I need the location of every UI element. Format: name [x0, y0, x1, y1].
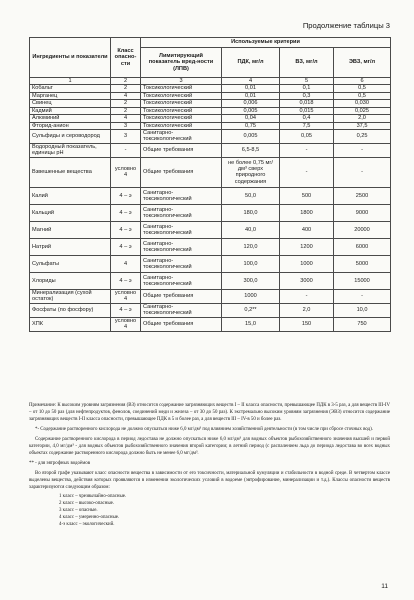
table-row — [30, 85, 391, 92]
table-cell: не более 0,75 мг/дм³ сверх природного содержания — [222, 157, 280, 187]
table-cell: Санитарно-токсикологический — [141, 303, 222, 317]
table-cell: 2,0 — [280, 303, 334, 317]
table-cell: 1200 — [280, 238, 334, 255]
table-cell: 0,5 — [334, 85, 391, 92]
table-row — [30, 238, 391, 255]
table-cell: 3 — [111, 122, 141, 129]
table-cell: 100,0 — [222, 255, 280, 272]
table-cell: Магний — [30, 221, 111, 238]
list-item: 3 класс – опасные. — [59, 508, 98, 514]
table-cell: 0,1 — [280, 85, 334, 92]
table-cell: Кадмий — [30, 107, 111, 114]
table-cell: 0,01 — [222, 85, 280, 92]
table-row — [30, 204, 391, 221]
column-number: 3 — [141, 78, 222, 85]
table-cell: 15000 — [334, 272, 391, 289]
table-cell: 37,5 — [334, 122, 391, 129]
table-cell: 6,5-8,5 — [222, 143, 280, 157]
table-cell: Натрий — [30, 238, 111, 255]
note-oxygen-ice: Содержание растворенного кислорода в период ледостава не должно опускаться ниже 6,0 мг/дм³ для водных объектов рыбохозяйственного значения высшей и первой категории, 4,0 мг/дм³ - для водных объектов рыбохозяйственного значения второй категории; в летний период (с распалением льда до периода ледостава во всех водных объектах содержание растворенного кислорода должно быть не менее 6,0 мг/дм³. — [29, 436, 390, 456]
table-cell: ХПК — [30, 317, 111, 331]
table-cell: 10,0 — [334, 303, 391, 317]
header-vz: ВЗ, мг/л — [280, 48, 334, 78]
table-cell: 180,0 — [222, 204, 280, 221]
table-row — [30, 100, 391, 107]
table-cell: 20000 — [334, 221, 391, 238]
table-cell: - — [334, 143, 391, 157]
table-row — [30, 187, 391, 204]
table-cell: Токсикологический — [141, 92, 222, 99]
table-cell: Санитарно-токсикологический — [141, 187, 222, 204]
table-cell: - — [280, 157, 334, 187]
column-number: 4 — [222, 78, 280, 85]
table-cell: 150 — [280, 317, 334, 331]
table-cell: 50,0 — [222, 187, 280, 204]
table-cell: условно 4 — [111, 317, 141, 331]
header-ingredients: Ингредиенты и показатели — [30, 38, 111, 78]
table-cell: 2 — [111, 85, 141, 92]
table-cell: Кобальт — [30, 85, 111, 92]
criteria-table — [29, 37, 391, 332]
table-cell: 0,3 — [280, 92, 334, 99]
table-cell: условно 4 — [111, 289, 141, 303]
table-cell: 2,0 — [334, 115, 391, 122]
table-row — [30, 107, 391, 114]
note-primechanie: Примечание: К высоким уровням загрязнения (ВЗ) относится содержание загрязняющих веществ I – II класса опасности, превышающее ПДК в 3-5 раз, а для веществ III-IV – от 10 до 50 раз (для нефтепродуктов, фенолов, соединений меди и железа – от 30 до 50 раз). К экстремально высоким уровням загрязнения (ЭВЗ) относится содержание загрязняющих веществ I-II класса опасности, превышающее ПДК в 5 и более раз, а для веществ III – IV-в 50 и более раз. — [29, 403, 390, 422]
table-cell: 40,0 — [222, 221, 280, 238]
table-cell: - — [280, 143, 334, 157]
table-cell: 120,0 — [222, 238, 280, 255]
table-cell: Минерализация (сухой остаток) — [30, 289, 111, 303]
table-cell: 4 – э — [111, 238, 141, 255]
table-cell: 0,25 — [334, 129, 391, 143]
table-cell: 3 — [111, 129, 141, 143]
table-row — [30, 317, 391, 331]
table-cell: 4 – э — [111, 187, 141, 204]
table-cell: 2500 — [334, 187, 391, 204]
table-cell: Взвешенные вещества — [30, 157, 111, 187]
table-cell: 4 – э — [111, 272, 141, 289]
column-number: 2 — [111, 78, 141, 85]
table-cell: 0,01 — [222, 92, 280, 99]
table-row — [30, 129, 391, 143]
table-row — [30, 255, 391, 272]
table-cell: 4 – э — [111, 303, 141, 317]
table-row — [30, 289, 391, 303]
table-cell: 300,0 — [222, 272, 280, 289]
table-cell: 4 — [111, 92, 141, 99]
table-cell: Общие требования — [141, 289, 222, 303]
table-cell: 0,030 — [334, 100, 391, 107]
table-row — [30, 122, 391, 129]
table-cell: Общие требования — [141, 317, 222, 331]
table-cell: Токсикологический — [141, 115, 222, 122]
table-row — [30, 143, 391, 157]
table-cell: 400 — [280, 221, 334, 238]
table-cell: Санитарно-токсикологический — [141, 221, 222, 238]
table-cell: 5000 — [334, 255, 391, 272]
table-cell: Общие требования — [141, 157, 222, 187]
column-number: 6 — [334, 78, 391, 85]
table-cell: Сульфиды и сероводород — [30, 129, 111, 143]
table-cell: Свинец — [30, 100, 111, 107]
table-cell: Токсикологический — [141, 100, 222, 107]
table-cell: Санитарно-токсикологический — [141, 272, 222, 289]
note-oxygen: *- Содержание растворенного кислорода не должно опускаться ниже 6,0 мг/дм³ под влиянием хозяйственной деятельности (в том числе при сбросе сточных вод). — [35, 426, 374, 432]
table-cell: 2 — [111, 107, 141, 114]
notes-block — [29, 403, 390, 529]
table-row — [30, 221, 391, 238]
note-hazard-classes: Во второй графе указывают класс опасности вещества в зависимости от его токсичности, материальной кумуляции и стабильности в водной среде. В четвертом классе выделены вещества, действия которых проявляются в изменении экологических условий в водоеме (эвтрофирование, минерализации и т.д.). Классы опасности веществ характеризуются следующим образом: — [29, 470, 390, 490]
list-item: 2 класс – высоко-опасные. — [59, 501, 115, 507]
table-cell: 2 — [111, 100, 141, 107]
table-cell: - — [334, 289, 391, 303]
table-cell: 3000 — [280, 272, 334, 289]
table-cell: 4 — [111, 115, 141, 122]
table-cell: Санитарно-токсикологический — [141, 204, 222, 221]
table-cell: 15,0 — [222, 317, 280, 331]
table-cell: Алюминий — [30, 115, 111, 122]
table-cell: Кальций — [30, 204, 111, 221]
table-cell: 0,005 — [222, 129, 280, 143]
list-item: 1 класс – чрезвычайно-опасные. — [59, 494, 127, 500]
table-row — [30, 272, 391, 289]
table-cell: Фосфаты (по фосфору) — [30, 303, 111, 317]
table-cell: 1000 — [280, 255, 334, 272]
table-cell: условно 4 — [111, 157, 141, 187]
table-cell: 4 – э — [111, 204, 141, 221]
table-row — [30, 115, 391, 122]
table-cell: Сульфаты — [30, 255, 111, 272]
table-row — [30, 303, 391, 317]
table-row — [30, 157, 391, 187]
table-cell: 0,006 — [222, 100, 280, 107]
table-cell: 9000 — [334, 204, 391, 221]
table-cell: 0,05 — [280, 129, 334, 143]
table-cell: Санитарно-токсикологический — [141, 129, 222, 143]
table-cell: 0,5 — [334, 92, 391, 99]
list-item: 4-э класс – экологический. — [59, 522, 115, 528]
header-evz: ЭВЗ, мг/л — [334, 48, 391, 78]
column-number: 1 — [30, 78, 111, 85]
table-cell: - — [334, 157, 391, 187]
table-cell: - — [280, 289, 334, 303]
table-body — [30, 85, 391, 331]
table-cell: Санитарно-токсикологический — [141, 238, 222, 255]
table-cell: 0,75 — [222, 122, 280, 129]
hazard-class-list — [29, 494, 390, 529]
page-number: 11 — [381, 583, 388, 590]
table-cell: Фторид-анион — [30, 122, 111, 129]
table-cell: 750 — [334, 317, 391, 331]
table-cell: Калий — [30, 187, 111, 204]
table-cell: 6000 — [334, 238, 391, 255]
table-row — [30, 92, 391, 99]
table-cell: Марганец — [30, 92, 111, 99]
table-cell: 1000 — [222, 289, 280, 303]
table-cell: 0,025 — [334, 107, 391, 114]
header-class: Класс опасно-сти — [111, 38, 141, 78]
table-cell: Хлориды — [30, 272, 111, 289]
column-number: 5 — [280, 78, 334, 85]
table-cell: 0,018 — [280, 100, 334, 107]
header-pdk: ПДК, мг/л — [222, 48, 280, 78]
table-cell: Токсикологический — [141, 107, 222, 114]
table-cell: - — [111, 143, 141, 157]
table-cell: 4 – э — [111, 221, 141, 238]
table-cell: Водородный показатель, единицы рН — [30, 143, 111, 157]
list-item: 4 класс – умеренно-опасные. — [59, 515, 120, 521]
table-cell: 4 — [111, 255, 141, 272]
column-number-row — [30, 78, 391, 85]
table-cell: 0,015 — [280, 107, 334, 114]
header-lpv: Лимитирующий показатель вред-ности (ЛПВ) — [141, 48, 222, 78]
table-cell: Токсикологический — [141, 122, 222, 129]
header-criteria: Используемые критерии — [141, 38, 391, 48]
table-cell: 0,4 — [280, 115, 334, 122]
table-cell: 1800 — [280, 204, 334, 221]
table-cell: Санитарно-токсикологический — [141, 255, 222, 272]
table-cell: Токсикологический — [141, 85, 222, 92]
table-cell: 0,2** — [222, 303, 280, 317]
note-eutrophic: ** - для эвтрофных водоёмов — [29, 460, 91, 466]
table-cell: 500 — [280, 187, 334, 204]
table-cell: 0,005 — [222, 107, 280, 114]
table-cell: Общие требования — [141, 143, 222, 157]
page-header: Продолжение таблицы 3 — [302, 21, 390, 30]
table-cell: 7,5 — [280, 122, 334, 129]
table-cell: 0,04 — [222, 115, 280, 122]
